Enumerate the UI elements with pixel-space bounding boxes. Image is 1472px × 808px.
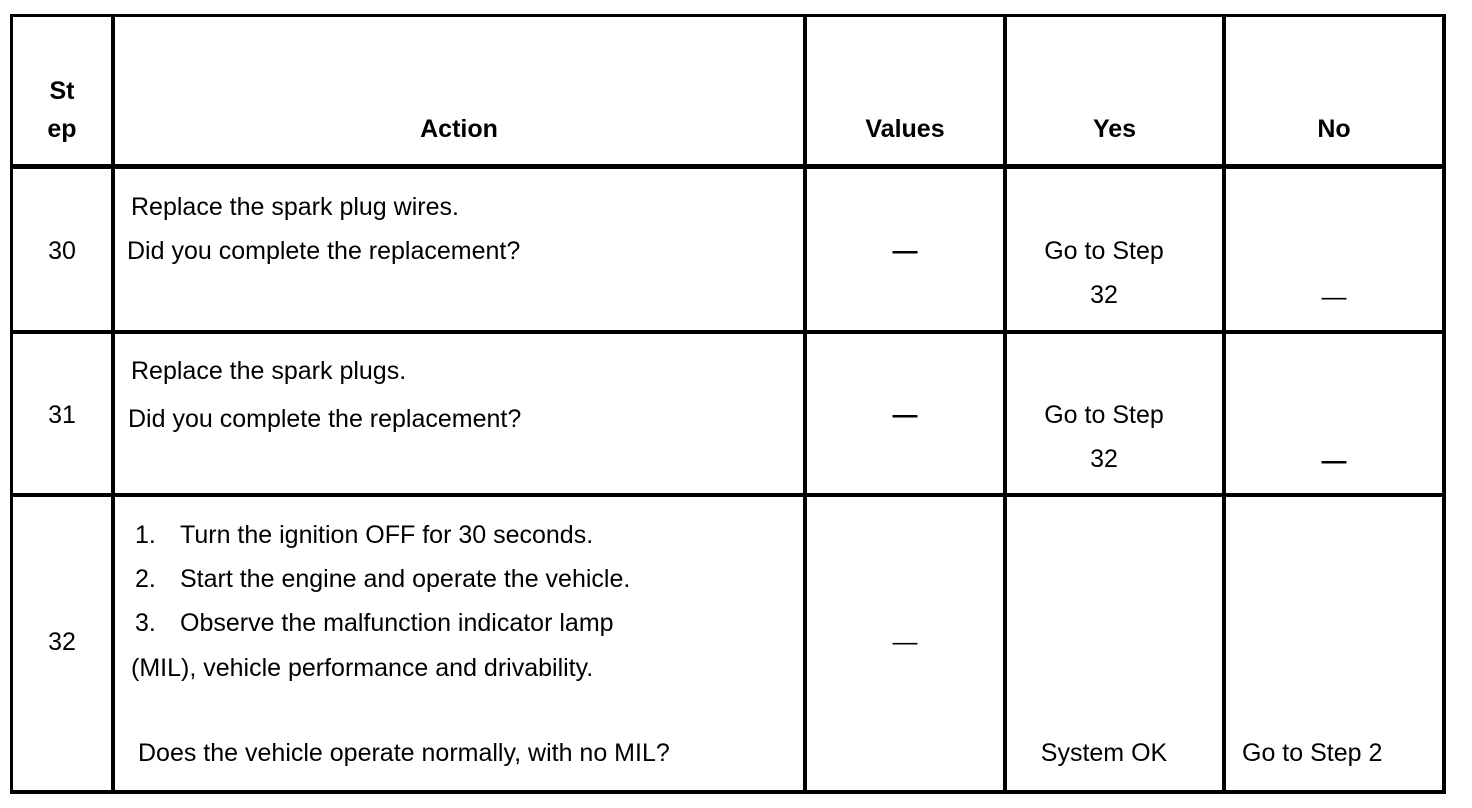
- values-dash: —: [892, 628, 918, 656]
- list-item-text: Observe the malfunction indicator lamp: [180, 609, 614, 637]
- list-item-number: 3.: [135, 609, 156, 637]
- no-goto-step: Go to Step 2: [1242, 739, 1383, 767]
- table-border-top: [10, 14, 1446, 17]
- action-question: Did you complete the replacement?: [128, 405, 522, 433]
- diagnostic-table: [10, 14, 1446, 794]
- row-divider: [10, 493, 1446, 497]
- action-text: Replace the spark plug wires.: [131, 193, 459, 221]
- list-item-number: 1.: [135, 521, 156, 549]
- list-item-text: Start the engine and operate the vehicle.: [180, 565, 631, 593]
- action-question: Does the vehicle operate normally, with no MIL?: [138, 739, 670, 767]
- values-dash: —: [892, 401, 918, 429]
- header-step-line1: St: [49, 77, 75, 105]
- action-text: Replace the spark plugs.: [131, 357, 407, 385]
- yes-goto-text: Go to Step: [1044, 237, 1164, 265]
- header-divider: [10, 164, 1446, 169]
- no-dash: —: [1321, 283, 1347, 311]
- step-number: 30: [48, 237, 76, 265]
- no-dash: —: [1321, 447, 1347, 475]
- header-step-line2: ep: [47, 115, 77, 143]
- header-action: Action: [420, 115, 498, 143]
- yes-result: System OK: [1040, 739, 1168, 767]
- action-question: Did you complete the replacement?: [127, 237, 521, 265]
- step-number: 31: [48, 401, 76, 429]
- header-yes: Yes: [1092, 115, 1137, 143]
- step-number: 32: [48, 628, 76, 656]
- list-item-continuation: (MIL), vehicle performance and drivability.: [131, 654, 594, 682]
- header-values: Values: [865, 115, 945, 143]
- yes-goto-step: 32: [1090, 281, 1118, 309]
- values-dash: —: [892, 237, 918, 265]
- table-border-bottom: [10, 790, 1446, 794]
- header-no: No: [1317, 115, 1351, 143]
- list-item-text: Turn the ignition OFF for 30 seconds.: [180, 521, 594, 549]
- row-divider: [10, 330, 1446, 334]
- yes-goto-text: Go to Step: [1044, 401, 1164, 429]
- yes-goto-step: 32: [1090, 445, 1118, 473]
- list-item-number: 2.: [135, 565, 156, 593]
- table-border-right: [1442, 14, 1446, 794]
